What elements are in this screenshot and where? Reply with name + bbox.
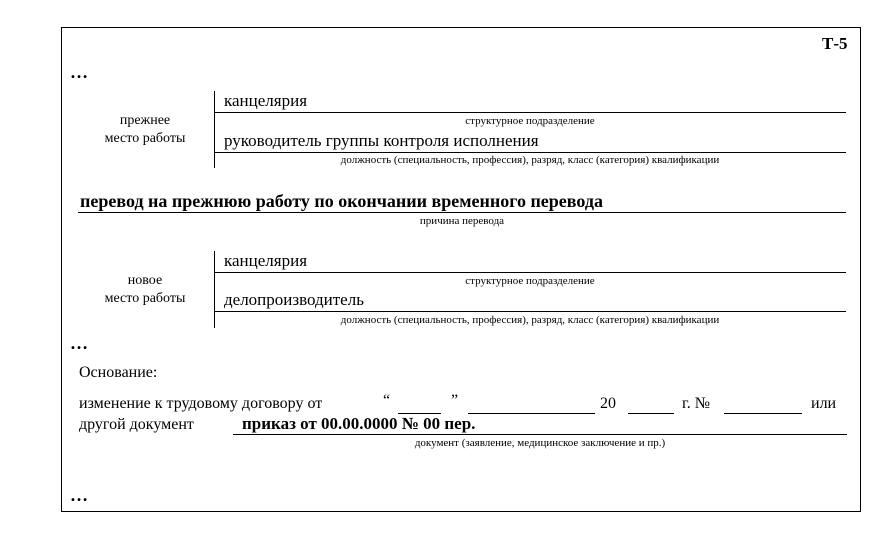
new-position: делопроизводитель — [224, 290, 364, 309]
year-blank — [628, 413, 674, 414]
new-department: канцелярия — [224, 251, 308, 270]
number-label: г. № — [682, 395, 711, 412]
previous-department-line — [214, 112, 846, 113]
other-document-line — [233, 434, 847, 435]
previous-position-line — [214, 152, 846, 153]
other-document-value: приказ от 00.00.0000 № 00 пер. — [242, 414, 476, 433]
basis-label: Основание: — [79, 364, 158, 381]
number-blank — [724, 413, 802, 414]
new-side-line2: место работы — [104, 291, 186, 306]
contract-text: изменение к трудовому договору от — [79, 395, 323, 412]
or-text: или — [811, 395, 837, 412]
year-prefix: 20 — [600, 395, 616, 412]
previous-place-label — [90, 112, 200, 148]
previous-department: канцелярия — [224, 91, 308, 110]
ellipsis-middle: … — [70, 333, 89, 353]
form-code: Т-5 — [822, 34, 848, 53]
previous-side-line1: прежнее — [119, 113, 171, 128]
ellipsis-bottom: … — [70, 485, 89, 505]
transfer-reason-line — [78, 212, 846, 213]
ellipsis-top: … — [70, 62, 89, 82]
previous-side-line2: место работы — [104, 131, 186, 146]
previous-department-caption: структурное подразделение — [465, 115, 595, 127]
new-place-label — [90, 272, 200, 308]
other-document-caption: документ (заявление, медицинское заключение и пр.) — [414, 437, 666, 449]
transfer-reason-caption: причина перевода — [419, 215, 505, 227]
new-department-caption: структурное подразделение — [465, 275, 595, 287]
month-blank — [468, 413, 595, 414]
transfer-reason: перевод на прежнюю работу по окончании временного перевода — [80, 191, 603, 211]
quote-close: ” — [451, 392, 459, 409]
quote-open: “ — [383, 392, 391, 409]
other-document-label: другой документ — [79, 416, 194, 433]
new-side-line1: новое — [127, 273, 163, 288]
new-position-caption: должность (специальность, профессия), разряд, класс (категория) квалификации — [340, 314, 720, 326]
previous-position-caption: должность (специальность, профессия), разряд, класс (категория) квалификации — [340, 154, 720, 166]
previous-position: руководитель группы контроля исполнения — [224, 131, 539, 150]
new-department-line — [214, 272, 846, 273]
new-position-line — [214, 311, 846, 312]
